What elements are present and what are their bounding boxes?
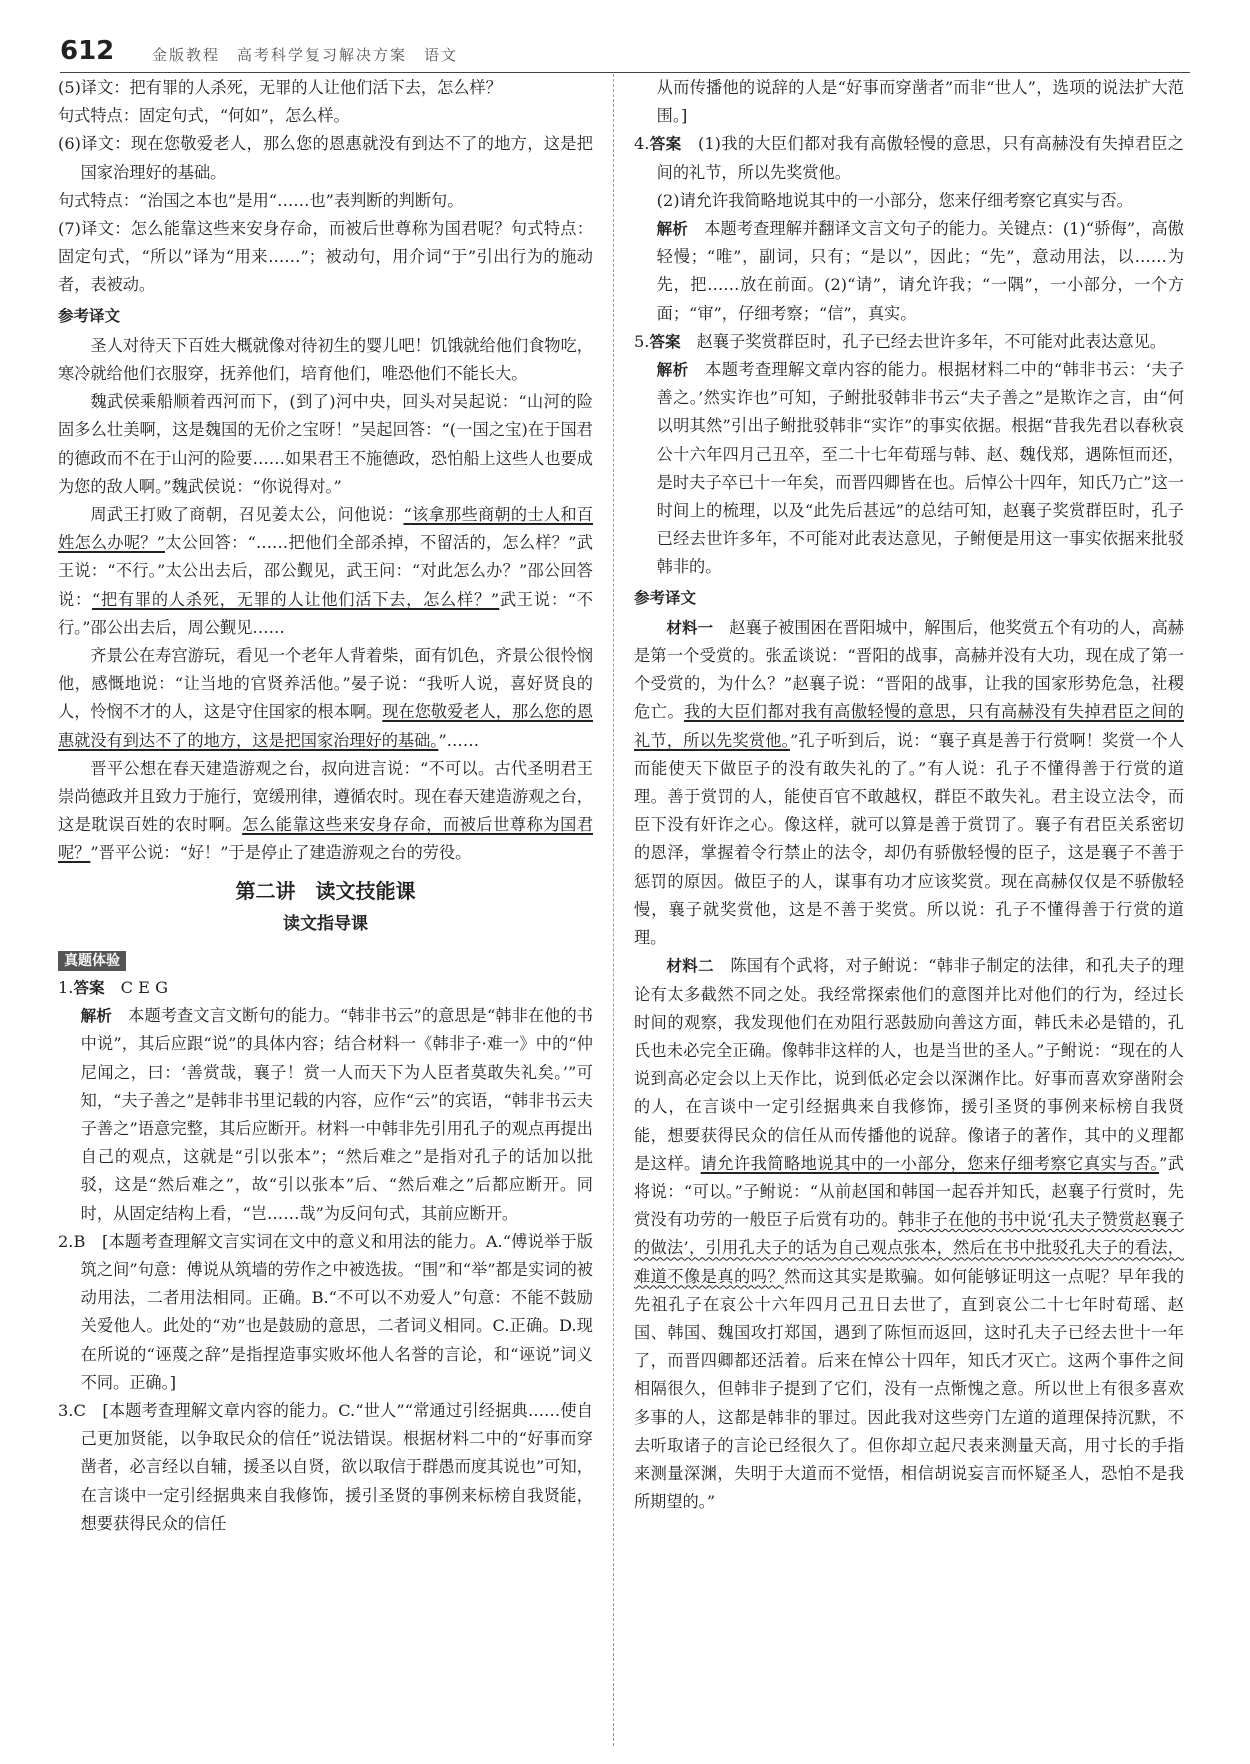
reference-translation-heading: 参考译文 bbox=[634, 588, 697, 607]
paragraph: 齐景公在寿宫游玩，看见一个老年人背着柴，面有饥色，齐景公很怜悯他，感慨地说：“让当地的官贤养活他。”晏子说：“我听人说，喜好贤良的人，怜悯不才的人，这是守住国家的根本啊。现在您敬爱老人，那么您的恩惠就没有到达不了的地方，这是把国家治理好的基础。”…… bbox=[58, 646, 594, 750]
subsection-title: 读文指导课 bbox=[283, 913, 368, 934]
underlined-sentence: 现在您敬爱老人，那么您的恩惠就没有到达不了的地方，这是把国家治理好的基础。 bbox=[58, 702, 594, 750]
question-1-answer: 1.答案 C E G bbox=[58, 977, 169, 997]
material-1: 材料一 赵襄子被围困在晋阳城中，解围后，他奖赏五个有功的人，高赫是第一个受赏的。张孟谈说：“晋阳的战事，高赫并没有大功，现在成了第一个受赏的，为什么？”赵襄子说：“晋阳的战事，让我的国家形势危急，社稷危亡。我的大臣们都对我有高傲轻慢的意思，只有高赫没有失掉君臣之间的礼节，所以先奖赏他。”孔子听到后，说：“襄子真是善于行赏啊！奖赏一个人而能使天下做臣子的没有敢失礼的了。”有人说：孔子不懂得善于行赏的道理。善于赏罚的人，能使百官不敢越权，群臣不敢失礼。君主设立法令，而臣下没有奸诈之心。像这样，就可以算是善于赏罚了。襄子有君臣关系密切的恩泽，掌握着令行禁止的法令，却仍有骄傲轻慢的臣子，这是襄子不善于惩罚的原因。做臣子的人，谋事有功才应该奖赏。现在高赫仅仅是不骄傲轻慢，襄子就奖赏他，这是不善于奖赏。所以说：孔子不懂得善于行赏的道理。 bbox=[634, 617, 1184, 948]
section-title: 第二讲 读文技能课 bbox=[235, 878, 416, 903]
paragraph: 圣人对待天下百姓大概就像对待初生的婴儿吧！饥饿就给他们食物吃，寒冷就给他们衣服穿，抚养他们，培育他们，唯恐他们不能长大。 bbox=[58, 335, 593, 384]
underlined-sentence: 怎么能靠这些来安身存命，而被后世尊称为国君呢？ bbox=[58, 815, 594, 863]
question-4-explanation: 解析 本题考查理解并翻译文言文句子的能力。关键点：(1)“骄侮”，高傲轻慢；“唯”，副词，只有；“是以”，因此；“先”，意动用法，以……为先，把……放在前面。(2)“请”，请允许我；“一隅”，一小部分，一个方面；“审”，仔细考察；“信”，真实。 bbox=[656, 219, 1184, 323]
column-divider bbox=[613, 74, 614, 1746]
question-1-explanation: 解析 本题考查文言文断句的能力。“韩非书云”的意思是“韩非在他的书中说”，其后应跟“说”的具体内容；结合材料一《韩非子·难一》中的“仲尼闻之，曰：‘善赏哉，襄子！赏一人而天下为人臣者莫敢失礼矣。’”可知，“夫子善之”是韩非书里记载的内容，应作“云”的宾语，“韩非书云夫子善之”语意完整，其后应断开。材料一中韩非先引用孔子的观点再提出自己的观点，这就是“引以张本”；“然后难之”是指对孔子的话加以批驳，这是“然后难之”，故“引以张本”后、“然后难之”后都应断开。同时，从固定结构上看，“岂……哉”为反问句式，其前应断开。 bbox=[80, 1006, 593, 1223]
text-line: 句式特点：固定句式，“何如”，怎么样。 bbox=[58, 106, 350, 126]
section-tag: 真题体验 bbox=[58, 951, 126, 971]
page-number: 612 bbox=[60, 36, 115, 66]
question-5-answer: 5.答案 赵襄子奖赏群臣时，孔子已经去世许多年，不可能对此表达意见。 bbox=[634, 331, 1167, 351]
reference-translation-heading: 参考译文 bbox=[58, 306, 121, 325]
underlined-sentence: “把有罪的人杀死，无罪的人让他们活下去，怎么样？” bbox=[91, 589, 500, 609]
material-2: 材料二 陈国有个武将，对子鲋说：“韩非子制定的法律，和孔夫子的理论有太多截然不同之处。我经常探索他们的意图并比对他们的行为，经过长时间的观察，我发现他们在劝阻行恶鼓励向善这方面，韩氏未必是错的，孔氏也未必完全正确。像韩非这样的人，也是当世的圣人。”子鲋说：“现在的人说到高必定会以上天作比，说到低必定会以深渊作比。好事而喜欢穿凿附会的人，在言谈中一定引经据典来自我修饰，援引圣贤的事例来标榜自我贤能，想要获得民众的信任从而传播他的说辞。像诸子的著作，其中的义理都是这样。请允许我简略地说其中的一小部分，您来仔细考察它真实与否。”武将说：“可以。”子鲋说：“从前赵国和韩国一起吞并知氏，赵襄子行赏时，先赏没有功劳的一般臣子后赏有功的。韩非子在他的书中说‘孔夫子赞赏赵襄子的做法’，引用孔夫子的话为自己观点张本，然后在书中批驳孔夫子的看法，难道不像是真的吗？然而这其实是欺骗。如何能够证明这一点呢？早年我的先祖孔子在哀公十六年四月己丑日去世了，直到哀公二十七年时荀瑶、赵国、韩国、魏国攻打郑国，遇到了陈恒而返回，这时孔夫子已经去世十一年了，而晋四卿都还活着。后来在悼公十四年，知氏才灭亡。这两个事件之间相隔很久，但韩非子提到了它们，没有一点惭愧之意。所以世上有很多喜欢多事的人，这都是韩非的罪过。因此我对这些旁门左道的道理保持沉默，不去听取诸子的言论已经很久了。但你却立起尺表来测量天高，用寸长的手指来测量深渊，失明于大道而不觉悟，相信胡说妄言而怀疑圣人，恐怕不是我所期望的。” bbox=[634, 956, 1185, 1512]
page-header bbox=[60, 32, 1190, 73]
underlined-sentence: 请允许我简略地说其中的一小部分，您来仔细考察它真实与否。 bbox=[700, 1153, 1160, 1173]
text-line: 句式特点：“治国之本也”是用“……也”表判断的判断句。 bbox=[58, 190, 464, 210]
text-line: (6)译文：现在您敬爱老人，那么您的恩惠就没有到达不了的地方，这是把国家治理好的基础。 bbox=[58, 134, 593, 182]
question-4-answer: 4.答案 (1)我的大臣们都对我有高傲轻慢的意思，只有高赫没有失掉君臣之间的礼节，所以先奖赏他。 bbox=[634, 134, 1184, 182]
underlined-sentence: “该拿那些商朝的士人和百姓怎么办呢？” bbox=[58, 505, 593, 553]
question-2: 2.B [本题考查理解文言实词在文中的意义和用法的能力。A.“傅说举于版筑之间”句意：傅说从筑墙的劳作之中被选拔。“围”和“举”都是实词的被动用法，二者用法相同。正确。B.“不可以不劝爱人”句意：不能不鼓励关爱他人。此处的“劝”也是鼓励的意思，二者词义相同。C.正确。D.现在所说的“诬蔑之辞”是指捏造事实败坏他人名誉的言论，和“诬说”词义不同。正确。] bbox=[58, 1231, 593, 1392]
paragraph: 魏武侯乘船顺着西河而下，(到了)河中央，回头对吴起说：“山河的险固多么壮美啊，这是魏国的无价之宝呀！”吴起回答：“(一国之宝)在于国君的德政而不在于山河的险要……如果君王不施德政，恐怕船上这些人也要成为您的敌人啊。”魏武侯说：“你说得对。” bbox=[58, 392, 593, 496]
question-3: 3.C [本题考查理解文章内容的能力。C.“世人”“常通过引经据典……使自己更加贤能，以争取民众的信任”说法错误。根据材料二中的“好事而穿凿者，必言经以自辅，援圣以自贤，欲以取信于群愚而度其说也”可知，在言谈中一定引经据典来自我修饰，援引圣贤的事例来标榜自我贤能，想要获得民众的信任 bbox=[58, 1400, 593, 1533]
underlined-sentence: 我的大臣们都对我有高傲轻慢的意思，只有高赫没有失掉君臣之间的礼节，所以先奖赏他。 bbox=[634, 702, 1184, 750]
right-column bbox=[634, 74, 1184, 1516]
paragraph: 晋平公想在春天建造游观之台，叔向进言说：“不可以。古代圣明君王崇尚德政并且致力于施行，宽缓刑律，遵循农时。现在春天建造游观之台，这是耽误百姓的农时啊。怎么能靠这些来安身存命，而被后世尊称为国君呢？”晋平公说：“好！”于是停止了建造游观之台的劳役。 bbox=[58, 758, 594, 863]
text-line: (5)译文：把有罪的人杀死，无罪的人让他们活下去，怎么样？ bbox=[58, 78, 502, 97]
left-column bbox=[58, 74, 593, 1538]
paragraph: 周武王打败了商朝，召见姜太公，问他说：“该拿那些商朝的士人和百姓怎么办呢？”太公回答：“……把他们全部杀掉，不留活的，怎么样？”武王说：“不行。”太公出去后，邵公觐见，武王问：“对此怎么办？”邵公回答说：“把有罪的人杀死，无罪的人让他们活下去，怎么样？”武王说：“不行。”邵公出去后，周公觐见…… bbox=[58, 505, 593, 637]
question-3-continued: 从而传播他的说辞的人是“好事而穿凿者”而非“世人”，选项的说法扩大范围。] bbox=[656, 78, 1184, 126]
question-4-answer-2: (2)请允许我简略地说其中的一小部分，您来仔细考察它真实与否。 bbox=[656, 190, 1133, 210]
wavy-underlined-sentence: 韩非子在他的书中说‘孔夫子赞赏赵襄子的做法’，引用孔夫子的话为自己观点张本，然后在书中批驳孔夫子的看法，难道不像是真的吗？ bbox=[634, 1210, 1184, 1286]
text-line: (7)译文：怎么能靠这些来安身存命，而被后世尊称为国君呢？句式特点：固定句式，“所以”译为“用来……”；被动句，用介词“于”引出行为的施动者，表被动。 bbox=[58, 219, 593, 295]
book-title: 金版教程 高考科学复习解决方案 语文 bbox=[152, 46, 459, 64]
question-5-explanation: 解析 本题考查理解文章内容的能力。根据材料二中的“韩非书云：‘夫子善之。’然实诈也”可知，子鲋批驳韩非书云“夫子善之”是欺诈之言，由“何以明其然”引出子鲋批驳韩非“实诈”的事实依据。根据“昔我先君以春秋哀公十六年四月己丑卒，至二十七年荀瑶与韩、赵、魏伐郑，遇陈恒而还，是时夫子卒已十一年矣，而晋四卿皆在也。后悼公十四年，知氏乃亡”这一时间上的梳理，以及“此先后甚远”的总结可知，赵襄子奖赏群臣时，孔子已经去世许多年，不可能对此表达意见，子鲋便是用这一事实依据来批驳韩非的。 bbox=[656, 360, 1184, 577]
